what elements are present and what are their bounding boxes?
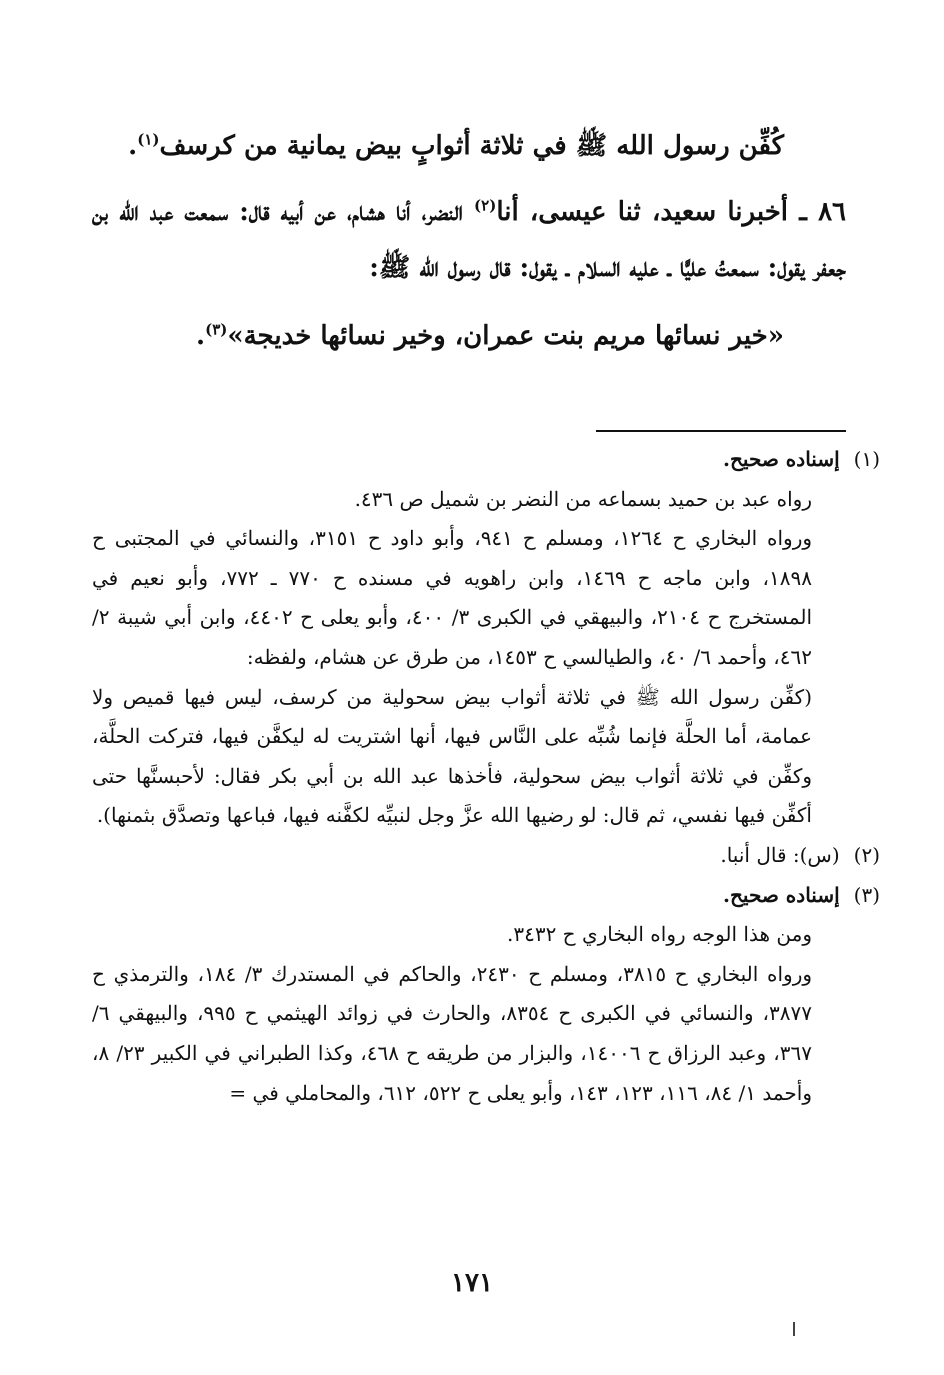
hadith-86: ٨٦ ـ أخبرنا سعيد، ثنا عيسى، أنا$^{(٢)}$ النضر، أنا هشام، عن أبيه قال: سمعت عبد الله بن جعفر يقول: سمعتُ عليًّا ـ عليه السلام ـ يقول: قال رسول الله ﷺ: — [92, 196, 846, 283]
footnotes — [92, 440, 880, 1113]
hadith-quote: «خير نسائها مريم بنت عمران، وخير نسائها خديجة»$^{(٣)}$. — [196, 320, 784, 351]
footnote-1-heading — [92, 440, 880, 480]
footnote-1-line: رواه عبد بن حميد بسماعه من النضر بن شميل ص ٤٣٦. — [354, 486, 812, 511]
footnote-2-number: (٢) — [853, 842, 880, 867]
footnote-1-line: (كفِّن رسول الله ﷺ في ثلاثة أثواب بيض سحولية من كرسف، ليس فيها قميص ولا عمامة، أما الحلَّة فإنما شُبِّه على النَّاس فيها، أنها اشتريت له ليكفَّن فيها، فتركت الحلَّة، وكفِّن في ثلاثة أثواب بيض سحولية، فأخذها عبد الله بن أبي بكر فقال: لأحبسنَّها حتى أكفِّن فيها نفسي، ثم قال: لو رضيها الله عزَّ وجل لنبيِّه لكفَّنه فيها، فباعها وتصدَّق بثمنها). — [92, 684, 813, 828]
footnote-2 — [92, 836, 880, 876]
footnote-ref-2[interactable]: (٢) — [474, 196, 497, 215]
footnote-3-label: إسناده صحيح. — [723, 882, 840, 907]
footnote-1-label: إسناده صحيح. — [723, 447, 840, 471]
footnote-1-line: ورواه البخاري ح ١٢٦٤، ومسلم ح ٩٤١، وأبو داود ح ٣١٥١، والنسائي في المجتبى ح ١٨٩٨، وابن ماجه ح ١٤٦٩، وابن راهويه في مسنده ح ٧٧٠ ـ ٧٧٢، وأبو نعيم في المستخرج ح ٢١٠٤، والبيهقي في الكبرى ٣/ ٤٠٠، وأبو يعلى ح ٤٤٠٢، وابن أبي شيبة ٢/ ٤٦٢، وأحمد ٦/ ٤٠، والطيالسي ح ١٤٥٣، من طرق عن هشام، ولفظه: — [92, 526, 813, 669]
main-text — [92, 118, 846, 364]
footnote-ref-1[interactable]: (١) — [137, 130, 160, 149]
footnote-3-line: ومن هذا الوجه رواه البخاري ح ٣٤٣٢. — [506, 922, 812, 947]
footnote-1-number: (١) — [853, 447, 880, 471]
footnote-3-number: (٣) — [853, 882, 880, 907]
hadith-85-ending: كُفِّن رسول الله ﷺ في ثلاثة أثوابٍ بيض يمانية من كرسف$^{(١)}$. — [128, 130, 784, 161]
page-number: ١٧١ — [451, 1268, 493, 1298]
footnote-ref-3[interactable]: (٣) — [205, 320, 228, 339]
edge-mark — [793, 1322, 795, 1336]
footnote-separator — [596, 430, 846, 432]
footnote-2-text: (س): قال أنبا. — [720, 842, 840, 867]
footnote-3-line: ورواه البخاري ح ٣٨١٥، ومسلم ح ٢٤٣٠، والحاكم في المستدرك ٣/ ١٨٤، والترمذي ح ٣٨٧٧، والنسائي في الكبرى ح ٨٣٥٤، والحارث في زوائد الهيثمي ح ٩٩٥، والبيهقي ٦/ ٣٦٧، وعبد الرزاق ح ١٤٠٠٦، والبزار من طريقه ح ٤٦٨، وكذا الطبراني في الكبير ٢٣/ ٨، وأحمد ١/ ٨٤، ١١٦، ١٢٣، ١٤٣، وأبو يعلى ح ٥٢٢، ٦١٢، والمحاملي في = — [92, 961, 813, 1105]
footnote-3-heading — [92, 876, 880, 916]
